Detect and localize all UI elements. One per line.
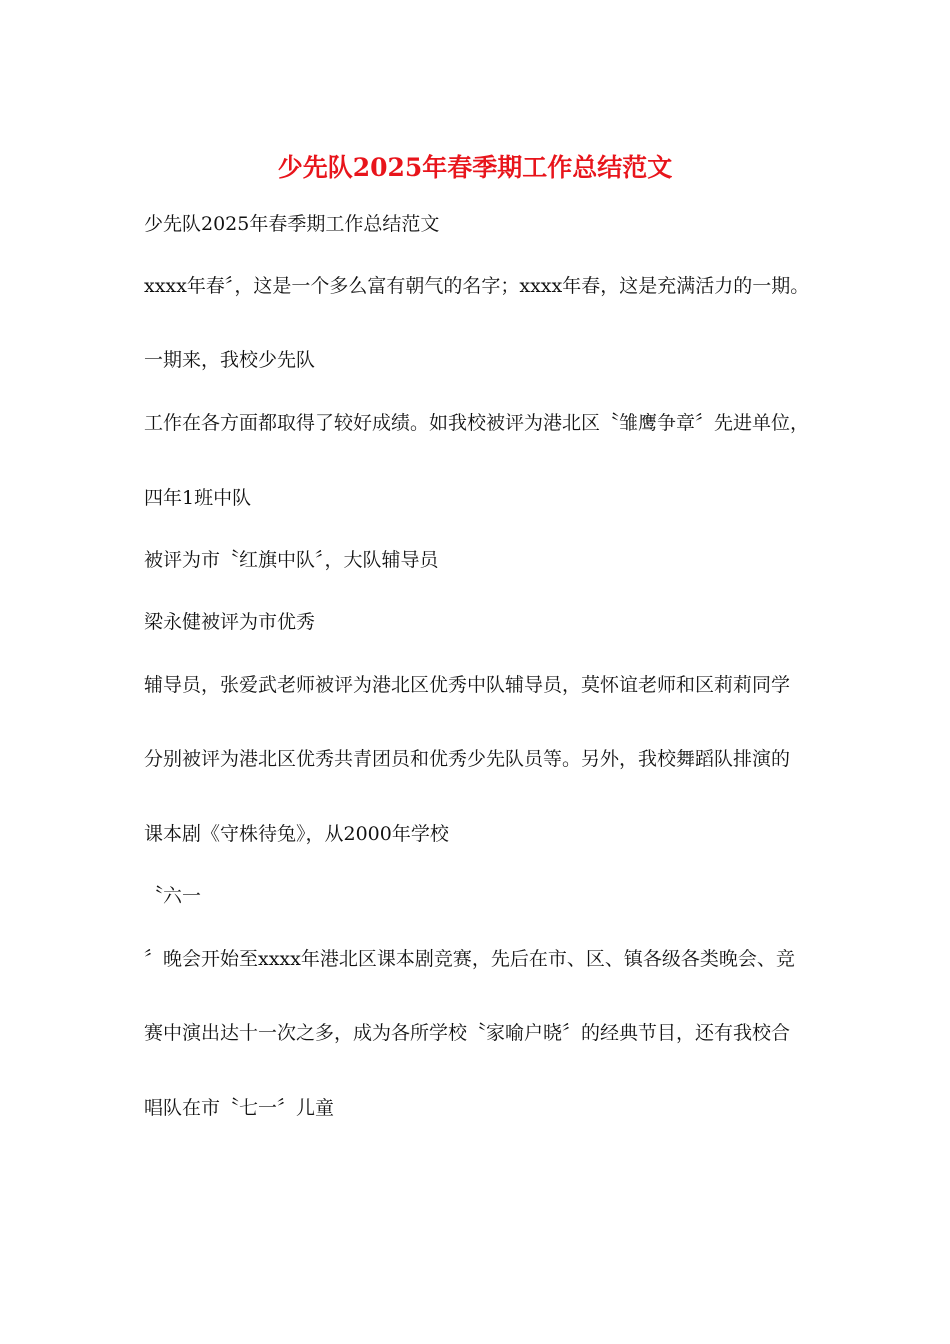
paragraph-line: 〞晚会开始至xxxx年港北区课本剧竞赛，先后在市、区、镇各级各类晚会、竞: [144, 948, 795, 970]
paragraph-line: 〝六一: [144, 885, 202, 907]
paragraph-line: 被评为市〝红旗中队〞，大队辅导员: [144, 549, 439, 571]
paragraph-line: 梁永健被评为市优秀: [144, 611, 316, 633]
paragraph-line: 课本剧《守株待兔》，从2000年学校: [144, 823, 449, 845]
paragraph-line: xxxx年春〞，这是一个多么富有朝气的名字；xxxx年春，这是充满活力的一期。: [144, 275, 810, 297]
paragraph-line: 辅导员，张爱武老师被评为港北区优秀中队辅导员，莫怀谊老师和区莉莉同学: [144, 674, 791, 696]
paragraph-line: 唱队在市〝七一〞儿童: [144, 1097, 335, 1119]
paragraph-line: 四年1班中队: [144, 487, 252, 509]
paragraph-line: 分别被评为港北区优秀共青团员和优秀少先队员等。另外，我校舞蹈队排演的: [144, 748, 791, 770]
paragraph-line: 工作在各方面都取得了较好成绩。如我校被评为港北区〝雏鹰争章〞先进单位，: [144, 412, 810, 434]
document-title: 少先队2025年春季期工作总结范文: [277, 153, 673, 182]
paragraph-line: 少先队2025年春季期工作总结范文: [144, 213, 440, 235]
paragraph-line: 一期来，我校少先队: [144, 349, 316, 371]
paragraph-line: 赛中演出达十一次之多，成为各所学校〝家喻户晓〞的经典节目，还有我校合: [144, 1022, 791, 1044]
